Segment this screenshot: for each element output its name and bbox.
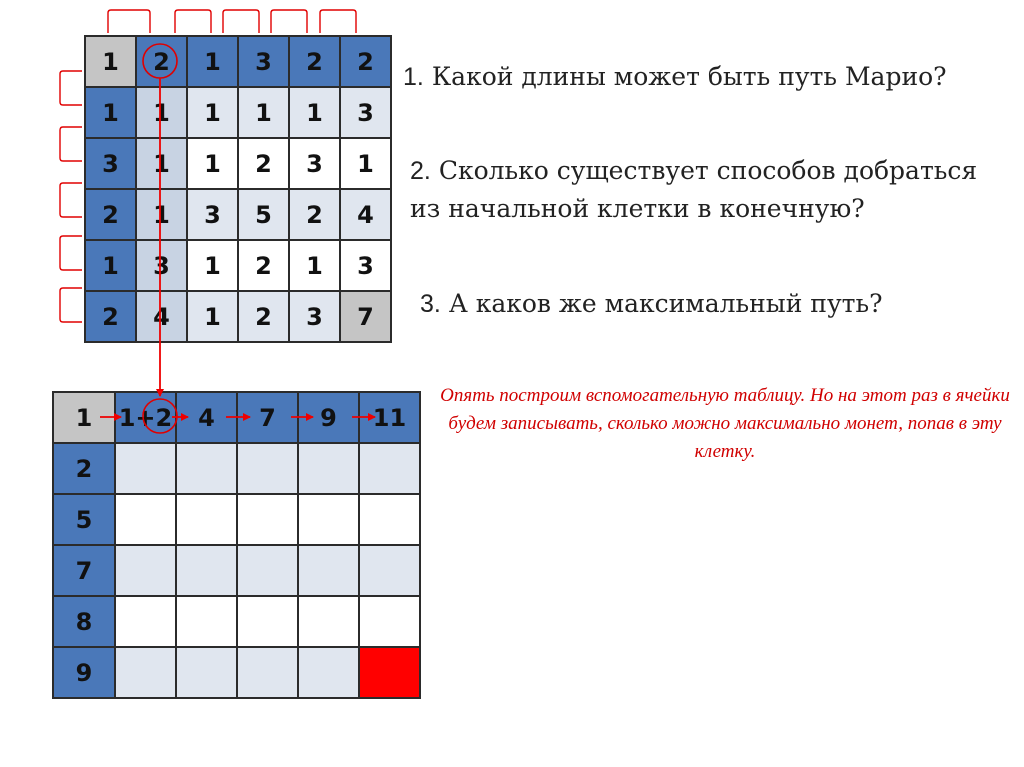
table-cell: 7 (53, 545, 115, 596)
column-bracket (108, 10, 150, 33)
grid-cell: 1 (187, 291, 238, 342)
question-number: 3. (420, 290, 441, 318)
grid-cell: 3 (340, 87, 391, 138)
row-bracket (60, 183, 82, 217)
grid-cell: 4 (136, 291, 187, 342)
question-number: 2. (410, 157, 431, 185)
row-bracket (60, 288, 82, 322)
table-cell: 7 (237, 392, 298, 443)
grid-cell: 3 (85, 138, 136, 189)
table-cell: 9 (53, 647, 115, 698)
question-2 (410, 152, 1010, 228)
question-text: А каков же максимальный путь? (448, 289, 883, 318)
question-text: Сколько существует способов добраться из начальной клетки в конечную? (410, 156, 978, 223)
row-bracket (60, 127, 82, 161)
row-bracket (60, 236, 82, 270)
row-bracket (60, 71, 82, 105)
grid-cell: 2 (136, 36, 187, 87)
column-bracket (175, 10, 211, 33)
grid-cell: 2 (85, 189, 136, 240)
grid-cell: 1 (187, 36, 238, 87)
instruction-note: Опять построим вспомогательную таблицу. Но на этот раз в ячейки будем записывать, сколько можно максимально монет, попав в эту клетку. (440, 385, 1010, 462)
question-1 (403, 58, 1003, 96)
grid-cell: 2 (238, 240, 289, 291)
start-cell: 1 (85, 36, 136, 87)
grid-cell: 1 (85, 87, 136, 138)
grid-cell: 1 (289, 87, 340, 138)
question-text: Какой длины может быть путь Марио? (431, 62, 947, 91)
table-cell: 4 (176, 392, 237, 443)
grid-cell: 2 (340, 36, 391, 87)
grid-cell: 1 (340, 138, 391, 189)
table-cell: 11 (359, 392, 420, 443)
grid-cell: 1 (289, 240, 340, 291)
table-cell: 5 (53, 494, 115, 545)
table-cell: 9 (298, 392, 359, 443)
grid-cell: 3 (340, 240, 391, 291)
question-number: 1. (403, 63, 424, 91)
highlight-circle (143, 44, 177, 78)
grid-cell: 1 (187, 138, 238, 189)
grid-cell: 3 (289, 291, 340, 342)
grid-cell: 3 (187, 189, 238, 240)
grid-cell: 2 (238, 291, 289, 342)
grid-cell: 1 (136, 189, 187, 240)
table-cell: 2 (53, 443, 115, 494)
grid-cell: 3 (238, 36, 289, 87)
question-3 (420, 285, 1020, 323)
column-bracket (320, 10, 356, 33)
grid-cell: 1 (136, 87, 187, 138)
grid-cell: 2 (289, 189, 340, 240)
table-cell: 8 (53, 596, 115, 647)
grid-cell: 1 (187, 240, 238, 291)
grid-cell: 4 (340, 189, 391, 240)
grid-cell: 1 (136, 138, 187, 189)
grid-cell: 3 (136, 240, 187, 291)
column-bracket (223, 10, 259, 33)
grid-cell: 1 (238, 87, 289, 138)
grid-cell: 2 (85, 291, 136, 342)
grid-cell: 1 (85, 240, 136, 291)
grid-cell: 1 (187, 87, 238, 138)
highlight-circle (143, 399, 177, 433)
grid-cell: 5 (238, 189, 289, 240)
column-bracket (271, 10, 307, 33)
grid-cell: 2 (289, 36, 340, 87)
grid-cell: 2 (238, 138, 289, 189)
grid-cell: 3 (289, 138, 340, 189)
table-cell: 1+2 (115, 392, 176, 443)
end-cell: 7 (340, 291, 391, 342)
table-cell: 1 (53, 392, 115, 443)
